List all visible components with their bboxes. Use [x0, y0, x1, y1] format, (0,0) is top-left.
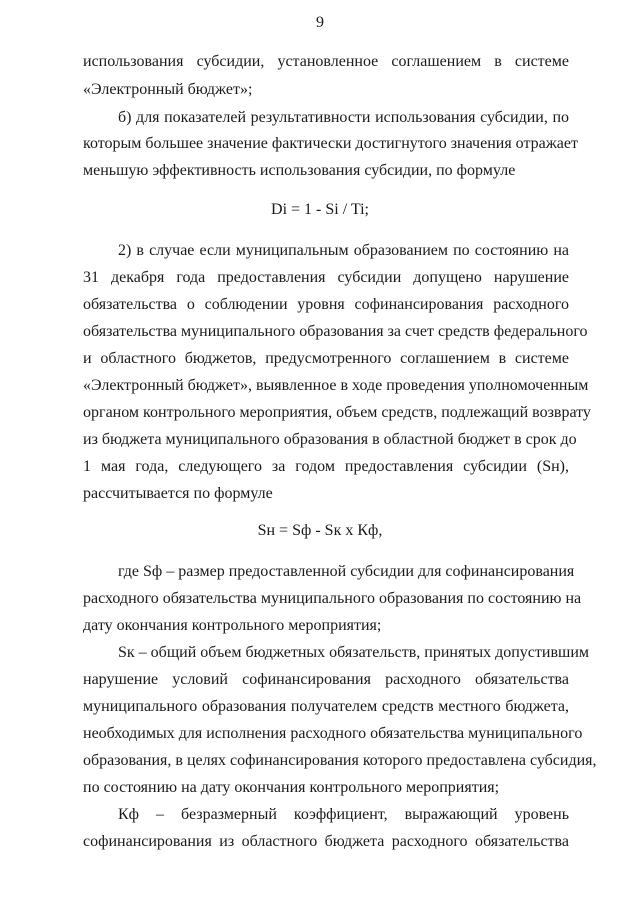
formula-di: Di = 1 - Si / Ti; [271, 201, 369, 218]
text-line: муниципального образования получателем средств местного бюджета, [83, 698, 569, 715]
text-line: необходимых для исполнения расходного обязательства муниципального [83, 725, 583, 742]
text-line: «Электронный бюджет», выявленное в ходе проведения уполномоченным [83, 377, 589, 394]
text-line: рассчитывается по формуле [83, 485, 273, 502]
text-line: обязательства муниципального образования за счет средств федерального [83, 323, 588, 340]
text-line: меньшую эффективность использования субсидии, по формуле [83, 162, 516, 179]
text-line: органом контрольного мероприятия, объем средств, подлежащий возврату [83, 404, 591, 421]
text-line: образования, в целях софинансирования которого предоставлена субсидия, [83, 752, 597, 769]
page-number: 9 [316, 14, 324, 31]
text-line: и областного бюджетов, предусмотренного соглашением в системе [83, 350, 569, 367]
text-line: «Электронный бюджет»; [83, 81, 253, 98]
text-line: 31 декабря года предоставления субсидии допущено нарушение [83, 269, 569, 286]
text-line: Sк – общий объем бюджетных обязательств, принятых допустившим [118, 644, 590, 661]
text-line: нарушение условий софинансирования расходного обязательства [83, 671, 569, 688]
text-line: из бюджета муниципального образования в областной бюджет в срок до [83, 431, 577, 448]
text-line: дату окончания контрольного мероприятия; [83, 617, 382, 634]
text-line: по состоянию на дату окончания контрольного мероприятия; [83, 779, 500, 796]
text-line: которым большее значение фактически достигнутого значения отражает [83, 135, 578, 152]
text-line: Кф – безразмерный коэффициент, выражающий уровень [118, 806, 569, 823]
formula-sn: Sн = Sф - Sк x Кф, [257, 522, 383, 539]
text-line: 2) в случае если муниципальным образованием по состоянию на [118, 242, 569, 259]
text-line: где Sф – размер предоставленной субсидии для софинансирования [118, 563, 575, 580]
text-line: софинансирования из областного бюджета расходного обязательства [83, 833, 569, 850]
text-line: 1 мая года, следующего за годом предоставления субсидии (Sн), [83, 458, 569, 475]
text-line: б) для показателей результативности использования субсидии, по [118, 109, 569, 126]
text-line: расходного обязательства муниципального образования по состоянию на [83, 590, 582, 607]
text-line: обязательства о соблюдении уровня софинансирования расходного [83, 296, 569, 313]
text-line: использования субсидии, установленное соглашением в системе [83, 53, 569, 70]
